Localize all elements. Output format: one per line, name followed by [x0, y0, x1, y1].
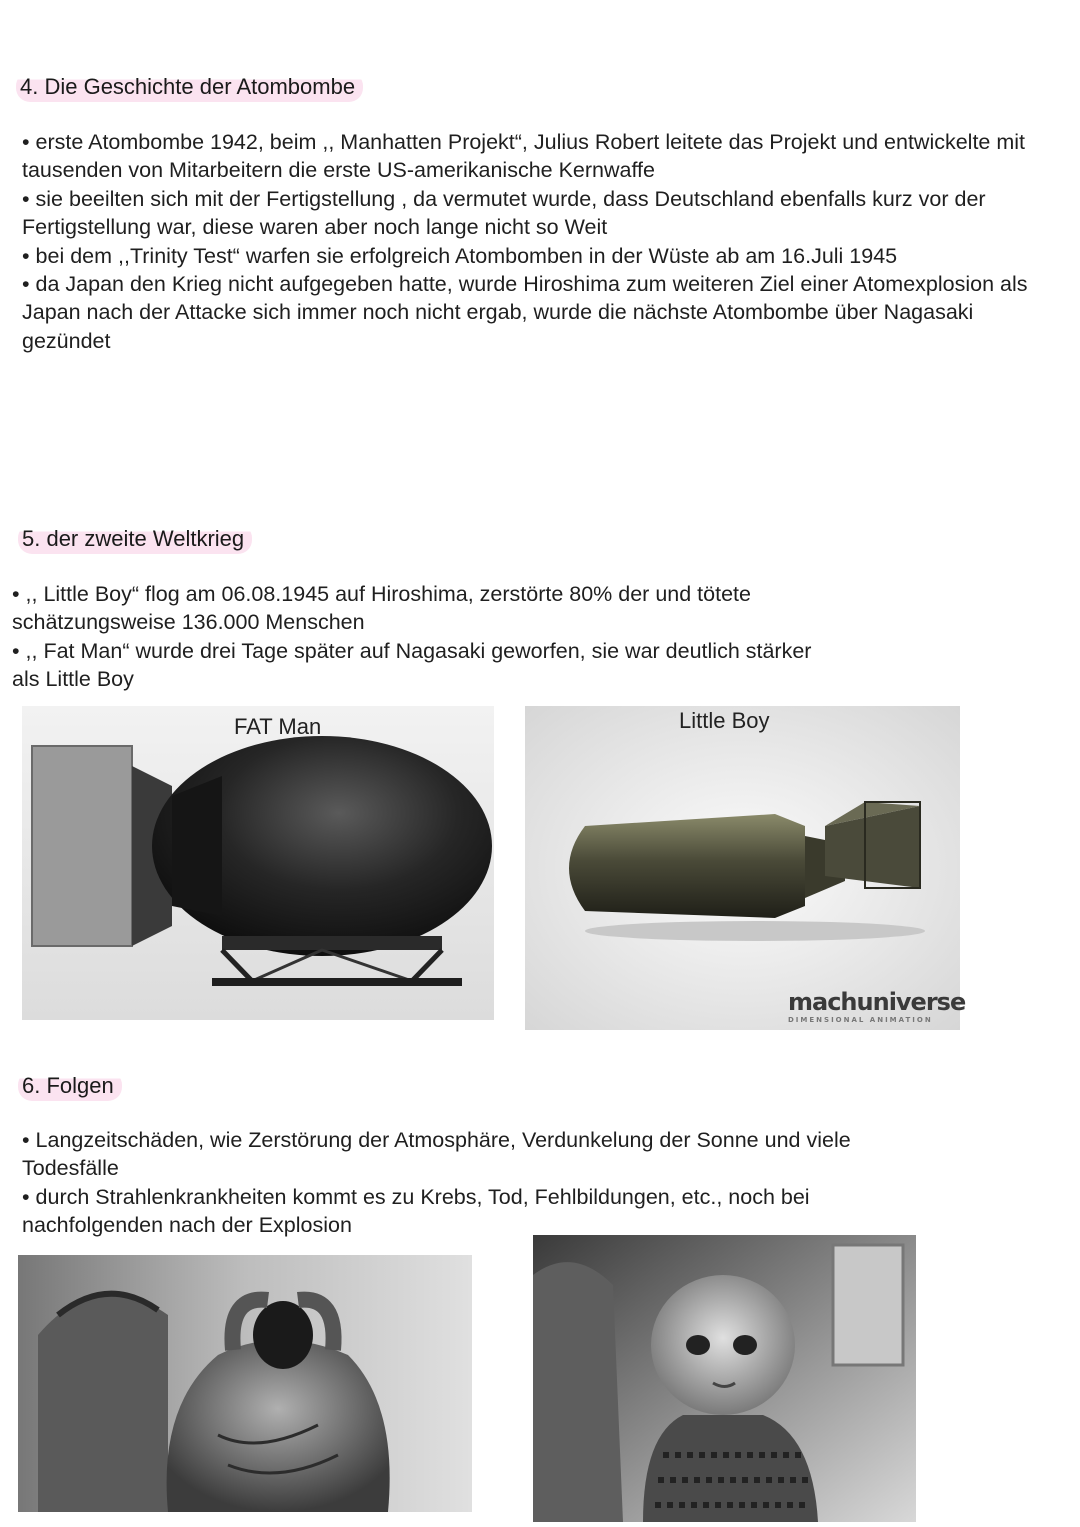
list-item: • da Japan den Krieg nicht aufgegeben hatte, wurde Hiroshima zum weiteren Ziel einer Atomexplosion als Japan nach der Attacke sich immer noch nicht ergab, wurde die nächste Atombombe über Nagasaki gezündet [22, 272, 1028, 353]
little-boy-caption: Little Boy [679, 708, 770, 733]
list-item: • bei dem ,,Trinity Test“ warfen sie erfolgreich Atombomben in der Wüste ab am 16.Juli 1945 [22, 243, 898, 268]
list-item: • durch Strahlenkrankheiten kommt es zu Krebs, Tod, Fehlbildungen, etc., noch bei nachfolgenden nach der Explosion [22, 1184, 810, 1238]
watermark-title: machuniverse [788, 988, 966, 1016]
list-item: • ,, Little Boy“ flog am 06.08.1945 auf Hiroshima, zerstörte 80% der und tötete schätzungsweise 136.000 Menschen [12, 582, 751, 635]
watermark-subtitle: DIMENSIONAL ANIMATION [788, 1016, 933, 1024]
machuniverse-watermark [788, 988, 965, 1024]
list-item: • sie beeilten sich mit der Fertigstellung , da vermutet wurde, dass Deutschland ebenfalls kurz vor der Fertigstellung war, diese waren aber noch lange nicht so Weit [22, 186, 986, 240]
victim-back-photo [18, 1255, 472, 1512]
little-boy-photo [525, 706, 960, 1030]
section-4-heading: 4. Die Geschichte der Atombombe [16, 72, 363, 102]
section-6-text [22, 1126, 922, 1240]
victim-back-illustration [18, 1255, 472, 1512]
list-item: • ,, Fat Man“ wurde drei Tage später auf Nagasaki geworfen, sie war deutlich stärker als Little Boy [12, 638, 812, 692]
list-item: • erste Atombombe 1942, beim ,, Manhatten Projekt“, Julius Robert leitete das Projekt und entwickelte mit tausenden von Mitarbeitern die erste US-amerikanische Kernwaffe [22, 130, 1026, 183]
fat-man-illustration [22, 706, 494, 1020]
section-6-heading: 6. Folgen [18, 1071, 122, 1101]
fat-man-photo [22, 706, 494, 1020]
child-victim-photo [533, 1235, 916, 1522]
child-victim-illustration [533, 1235, 916, 1522]
list-item: • Langzeitschäden, wie Zerstörung der Atmosphäre, Verdunkelung der Sonne und viele Todesfälle [22, 1128, 851, 1181]
section-4-text [22, 128, 1032, 355]
section-5-text [12, 580, 832, 694]
little-boy-illustration [525, 706, 960, 1030]
section-5-heading: 5. der zweite Weltkrieg [18, 524, 252, 554]
fat-man-caption: FAT Man [234, 714, 322, 739]
